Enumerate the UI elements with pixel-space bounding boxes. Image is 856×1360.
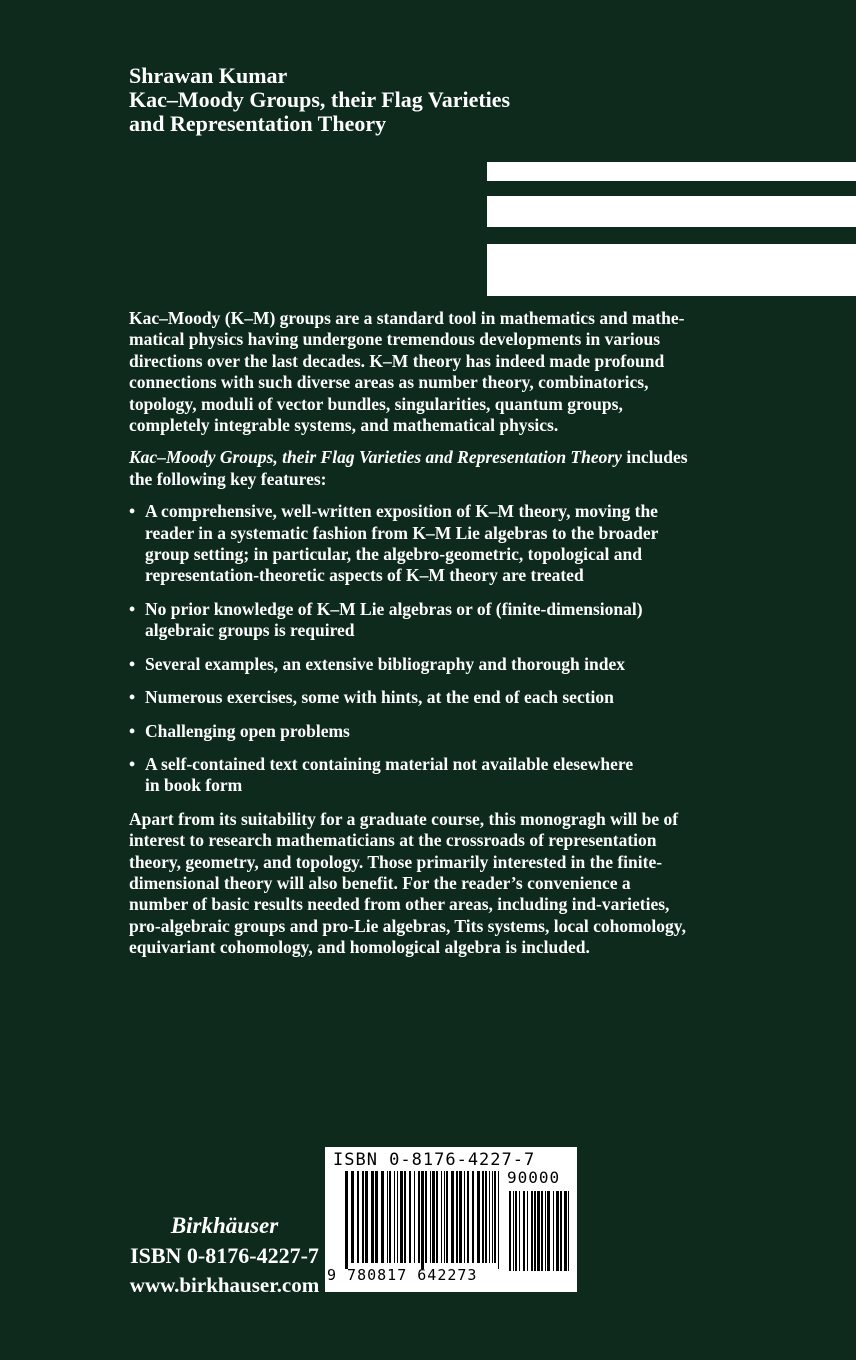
barcode-bar — [444, 1171, 445, 1263]
barcode-bar — [492, 1171, 493, 1263]
barcode-bar — [556, 1191, 559, 1271]
book-title-line-1: Kac–Moody Groups, their Flag Varieties — [129, 87, 511, 112]
barcode-bar — [432, 1171, 435, 1263]
barcode-bar — [553, 1191, 554, 1271]
text-line: in book form — [145, 775, 243, 796]
barcode-bar — [498, 1171, 499, 1269]
text-line: directions over the last decades. K–M theory has indeed made profound — [129, 350, 665, 371]
barcode-bar — [560, 1191, 562, 1271]
decorative-stripe-3 — [487, 244, 856, 296]
bullet-icon: • — [129, 501, 136, 522]
text-line: interest to research mathematicians at the crossroads of representation — [129, 830, 657, 851]
barcode-bar — [459, 1171, 462, 1263]
feature-item — [129, 721, 749, 742]
bullet-icon: • — [129, 653, 136, 674]
bullet-icon: • — [129, 753, 136, 774]
text-line: the following key features: — [129, 468, 327, 489]
text-line: Apart from its suitability for a graduate course, this monogragh will be of — [129, 808, 679, 829]
barcode-label — [325, 1147, 577, 1292]
barcode-bar — [482, 1171, 484, 1263]
barcode-bar — [362, 1171, 364, 1263]
barcode-bar — [477, 1171, 480, 1263]
barcode-bar — [397, 1171, 398, 1263]
decorative-stripe-1 — [487, 162, 856, 181]
barcode-bar — [381, 1171, 384, 1263]
barcode-bar — [421, 1171, 424, 1269]
barcode-bar — [494, 1171, 496, 1263]
barcode-bar — [418, 1171, 420, 1263]
barcode-bar — [357, 1171, 359, 1263]
blurb — [129, 308, 749, 970]
barcode-bar — [464, 1171, 465, 1263]
text-line: connections with such diverse areas as number theory, combinatorics, — [129, 372, 649, 393]
book-title-italic: Kac–Moody Groups, their Flag Varieties and Representation Theory — [129, 447, 622, 468]
barcode-bar — [451, 1171, 454, 1263]
text-line: dimensional theory will also benefit. For the reader’s convenience a — [129, 872, 631, 893]
barcode-bar — [430, 1171, 431, 1263]
barcode-bar — [409, 1171, 411, 1263]
barcode-bar — [564, 1191, 567, 1271]
barcode-bar — [446, 1171, 448, 1263]
intro-paragraph — [129, 308, 749, 436]
barcode-bar — [515, 1191, 517, 1271]
publisher-isbn: ISBN 0-8176-4227-7 — [130, 1243, 319, 1268]
text-line — [129, 447, 749, 468]
barcode-bar — [519, 1191, 520, 1271]
publisher-url: www.birkhauser.com — [129, 1273, 320, 1297]
barcode-bar — [513, 1191, 514, 1271]
text-line: pro-algebraic groups and pro-Lie algebras, Tits systems, local cohomology, — [129, 915, 686, 936]
text-line: A comprehensive, well-written exposition of K–M theory, moving the — [145, 501, 658, 522]
barcode-bar — [365, 1171, 368, 1263]
feature-list — [129, 501, 749, 796]
barcode-bar — [394, 1171, 395, 1263]
barcode-bar — [404, 1171, 406, 1263]
cover-header — [129, 64, 689, 136]
barcode-bar — [545, 1191, 546, 1271]
barcode-bar — [345, 1171, 348, 1269]
barcode-bar — [568, 1191, 569, 1271]
barcode-bar — [456, 1171, 458, 1263]
bullet-icon: • — [129, 720, 136, 741]
barcode-isbn: ISBN 0-8176-4227-7 — [333, 1150, 536, 1170]
text-line: Numerous exercises, some with hints, at the end of each section — [145, 687, 614, 708]
barcode-bar — [534, 1191, 536, 1271]
text-line: No prior knowledge of K–M Lie algebras or of (finite-dimensional) — [145, 598, 643, 619]
text-line: Kac–Moody (K–M) groups are a standard tool in mathematics and mathe- — [129, 308, 685, 328]
text-line: number of basic results needed from other areas, including ind-varieties, — [129, 894, 670, 915]
text-line: Several examples, an extensive bibliography and thorough index — [145, 653, 626, 674]
author-name: Shrawan Kumar — [129, 63, 288, 88]
barcode-bar — [509, 1191, 511, 1271]
bullet-icon: • — [129, 598, 136, 619]
text-line: representation-theoretic aspects of K–M theory are treated — [145, 565, 584, 586]
barcode-bar — [541, 1191, 543, 1271]
barcode-bar — [351, 1171, 354, 1263]
feature-item — [129, 754, 749, 797]
feature-item — [129, 687, 749, 708]
feature-item — [129, 501, 749, 587]
text-line: reader in a systematic fashion from K–M Lie algebras to the broader — [145, 522, 659, 543]
closing-paragraph — [129, 809, 749, 959]
text-line: group setting; in particular, the algebro-geometric, topological and — [145, 544, 642, 565]
barcode-bar — [531, 1191, 533, 1271]
barcode-bar — [389, 1171, 391, 1263]
barcode-bar — [387, 1171, 388, 1263]
publisher-block — [122, 1213, 327, 1299]
barcode-bar — [467, 1171, 469, 1263]
barcode-bar — [527, 1191, 528, 1271]
barcode-bar — [400, 1171, 403, 1263]
price-code: 90000 — [507, 1168, 561, 1187]
ean-digits: 9 780817 642273 — [327, 1266, 478, 1284]
barcode-bar — [489, 1171, 490, 1263]
barcode-bar — [547, 1191, 550, 1271]
text-line: theory, geometry, and topology. Those primarily interested in the finite- — [129, 851, 663, 872]
text-line: A self-contained text containing material not available elesewhere — [145, 753, 634, 774]
features-intro — [129, 447, 749, 490]
features-intro-rest: includes — [621, 447, 688, 468]
text-line: equivariant cohomology, and homological algebra is included. — [129, 937, 590, 958]
text-line: Challenging open problems — [145, 720, 350, 741]
barcode-bar — [523, 1191, 525, 1271]
text-line: matical physics having undergone tremendous developments in various — [129, 329, 661, 350]
barcode-bar — [375, 1171, 378, 1263]
book-title-line-2: and Representation Theory — [129, 111, 387, 136]
feature-item — [129, 654, 749, 675]
bullet-icon: • — [129, 687, 136, 708]
text-line: algebraic groups is required — [145, 620, 355, 641]
feature-item — [129, 599, 749, 642]
barcode-bar — [472, 1171, 474, 1263]
barcode-bar — [537, 1191, 540, 1271]
decorative-stripe-2 — [487, 196, 856, 227]
barcode-bar — [414, 1171, 415, 1263]
publisher-name: Birkhäuser — [170, 1213, 279, 1238]
text-line: topology, moduli of vector bundles, singularities, quantum groups, — [129, 393, 623, 414]
barcode-bar — [371, 1171, 374, 1263]
barcode-bar — [425, 1171, 427, 1263]
barcode-bar — [436, 1171, 438, 1263]
barcode-bar — [441, 1171, 442, 1263]
text-line: completely integrable systems, and mathematical physics. — [129, 415, 559, 436]
barcode-bar — [485, 1171, 487, 1263]
